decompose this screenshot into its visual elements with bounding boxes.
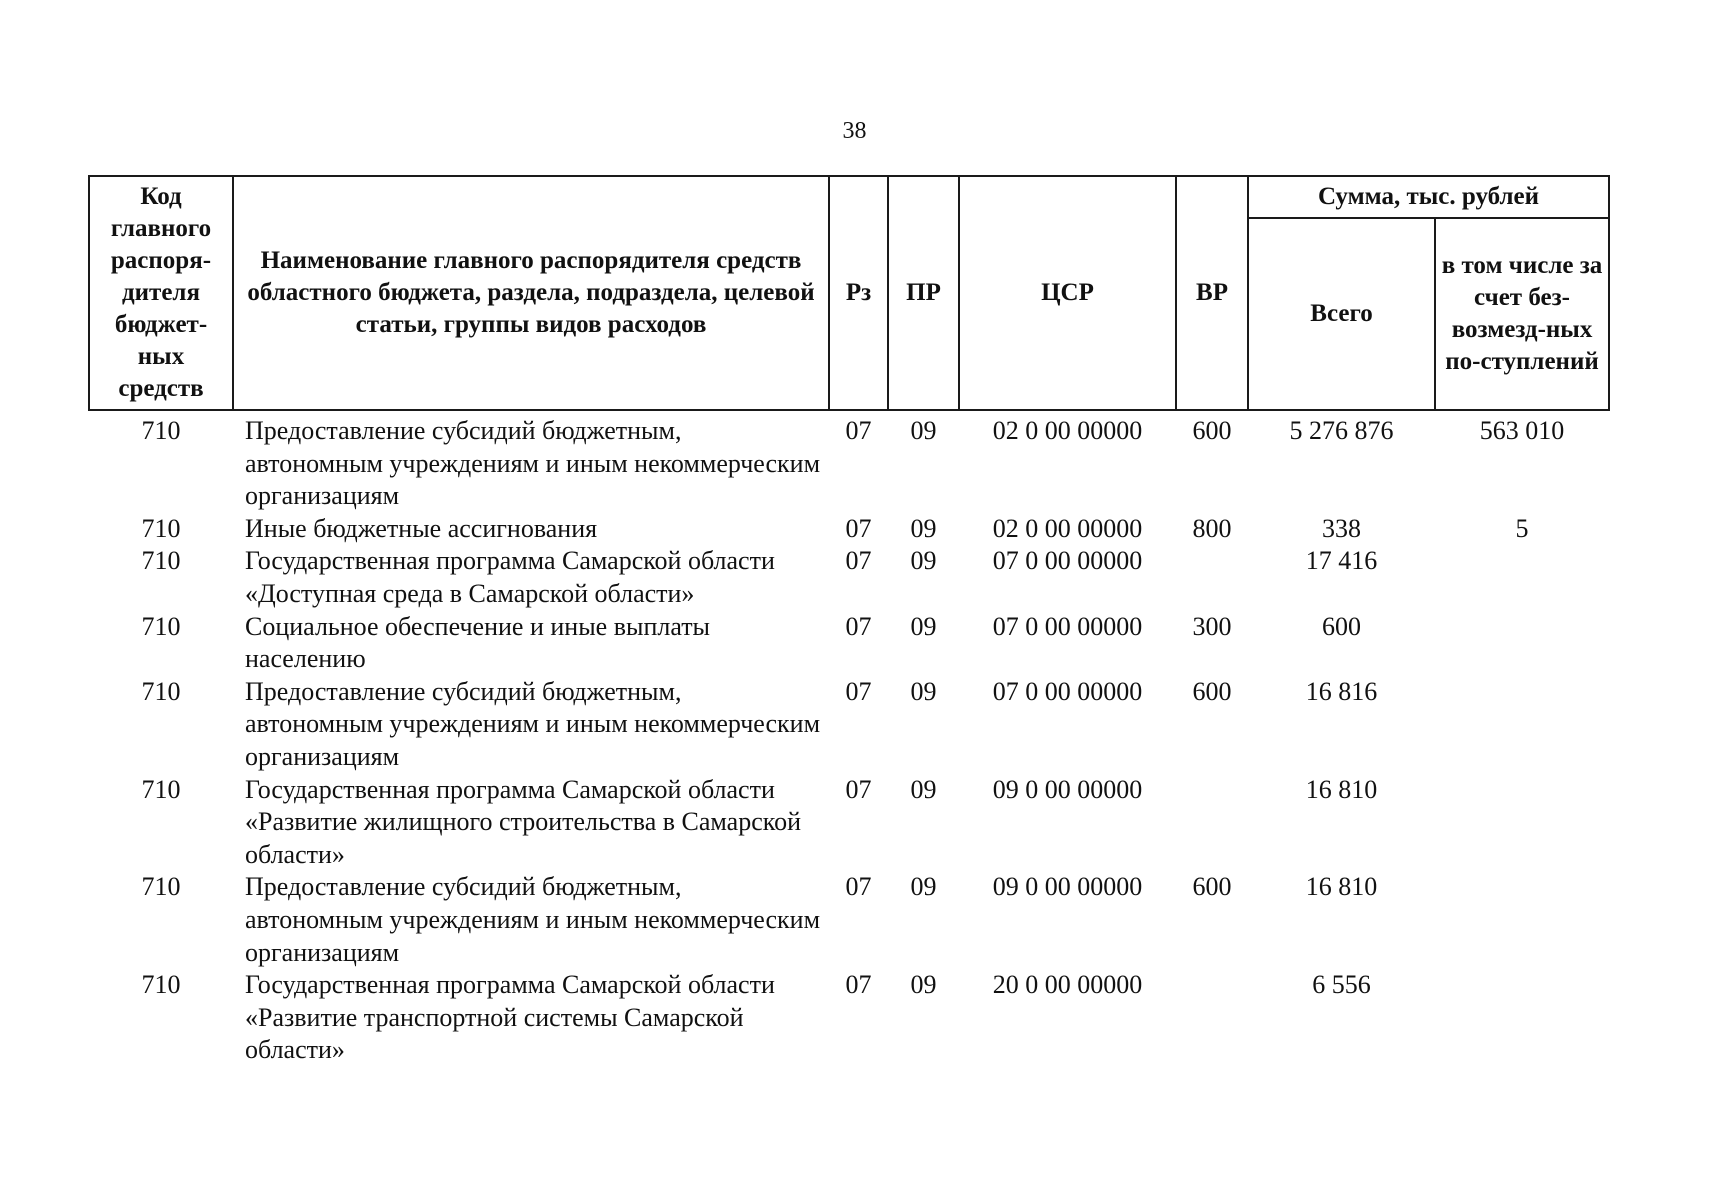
table-row bbox=[89, 513, 1609, 546]
cell-name: Предоставление субсидий бюджетным, автономным учреждениям и иным некоммерческим организациям bbox=[245, 676, 821, 771]
cell-pr: 09 bbox=[910, 513, 937, 543]
cell-vr: 600 bbox=[1192, 872, 1232, 902]
cell-csr: 09 0 00 00000 bbox=[992, 774, 1143, 804]
cell-code: 710 bbox=[141, 872, 181, 902]
cell-rz: 07 bbox=[845, 611, 872, 641]
table-row bbox=[89, 611, 1609, 676]
cell-rz: 07 bbox=[845, 774, 872, 804]
cell-incl bbox=[1435, 611, 1609, 676]
table-row bbox=[89, 774, 1609, 872]
cell-pr: 09 bbox=[910, 676, 937, 706]
cell-vr bbox=[1176, 774, 1248, 872]
table-row bbox=[89, 969, 1609, 1067]
cell-csr: 02 0 00 00000 bbox=[992, 416, 1143, 445]
cell-total: 338 bbox=[1322, 513, 1361, 543]
budget-table bbox=[88, 175, 1610, 1067]
cell-name: Государственная программа Самарской области «Развитие транспортной системы Самарской области» bbox=[245, 970, 775, 1065]
header-name: Наименование главного распорядителя средств областного бюджета, раздела, подраздела, целевой статьи, группы видов расходов bbox=[233, 176, 829, 410]
cell-rz: 07 bbox=[845, 513, 872, 543]
cell-total: 16 810 bbox=[1305, 872, 1378, 902]
cell-vr: 300 bbox=[1192, 611, 1232, 641]
cell-incl bbox=[1435, 871, 1609, 969]
table-row bbox=[89, 410, 1609, 513]
header-sum-group: Сумма, тыс. рублей bbox=[1248, 176, 1609, 218]
header-vr: ВР bbox=[1176, 176, 1248, 410]
cell-total: 17 416 bbox=[1305, 546, 1378, 576]
cell-incl: 563 010 bbox=[1479, 416, 1565, 445]
table-body bbox=[89, 410, 1609, 1067]
cell-pr: 09 bbox=[910, 611, 937, 641]
cell-csr: 07 0 00 00000 bbox=[992, 546, 1143, 576]
cell-vr: 600 bbox=[1192, 416, 1232, 445]
cell-vr: 800 bbox=[1192, 513, 1232, 543]
cell-pr: 09 bbox=[910, 970, 937, 1000]
cell-pr: 09 bbox=[910, 416, 937, 445]
header-total: Всего bbox=[1248, 218, 1435, 410]
cell-rz: 07 bbox=[845, 546, 872, 576]
cell-csr: 07 0 00 00000 bbox=[992, 611, 1143, 641]
cell-csr: 02 0 00 00000 bbox=[992, 513, 1143, 543]
cell-rz: 07 bbox=[845, 416, 872, 445]
cell-total: 6 556 bbox=[1312, 970, 1371, 1000]
cell-name: Предоставление субсидий бюджетным, автономным учреждениям и иным некоммерческим организациям bbox=[245, 416, 821, 511]
cell-code: 710 bbox=[141, 774, 181, 804]
table-row bbox=[89, 871, 1609, 969]
cell-vr bbox=[1176, 545, 1248, 610]
cell-rz: 07 bbox=[845, 676, 872, 706]
cell-pr: 09 bbox=[910, 872, 937, 902]
cell-vr bbox=[1176, 969, 1248, 1067]
cell-code: 710 bbox=[141, 513, 181, 543]
cell-code: 710 bbox=[141, 676, 181, 706]
cell-incl bbox=[1435, 969, 1609, 1067]
table-row bbox=[89, 676, 1609, 774]
cell-code: 710 bbox=[141, 611, 181, 641]
cell-csr: 07 0 00 00000 bbox=[992, 676, 1143, 706]
cell-incl bbox=[1435, 774, 1609, 872]
header-pr: ПР bbox=[888, 176, 959, 410]
header-incl: в том числе за счет без-возмезд-ных по-ступлений bbox=[1435, 218, 1609, 410]
cell-total: 16 810 bbox=[1305, 774, 1378, 804]
header-code: Код главного распоря-дителя бюджет-ных средств bbox=[89, 176, 233, 410]
cell-rz: 07 bbox=[845, 970, 872, 1000]
cell-total: 16 816 bbox=[1305, 676, 1378, 706]
cell-incl: 5 bbox=[1515, 513, 1529, 543]
cell-code: 710 bbox=[141, 970, 181, 1000]
cell-csr: 09 0 00 00000 bbox=[992, 872, 1143, 902]
cell-name: Государственная программа Самарской области «Развитие жилищного строительства в Самарской области» bbox=[245, 774, 801, 869]
table-header bbox=[89, 176, 1609, 410]
cell-total: 5 276 876 bbox=[1289, 416, 1394, 445]
table-row bbox=[89, 545, 1609, 610]
cell-name: Предоставление субсидий бюджетным, автономным учреждениям и иным некоммерческим организациям bbox=[245, 872, 821, 967]
cell-pr: 09 bbox=[910, 546, 937, 576]
cell-code: 710 bbox=[141, 416, 181, 445]
cell-rz: 07 bbox=[845, 872, 872, 902]
cell-name: Государственная программа Самарской области «Доступная среда в Самарской области» bbox=[245, 546, 775, 608]
cell-pr: 09 bbox=[910, 774, 937, 804]
header-csr: ЦСР bbox=[959, 176, 1176, 410]
cell-incl bbox=[1435, 676, 1609, 774]
cell-csr: 20 0 00 00000 bbox=[992, 970, 1143, 1000]
page-number: 38 bbox=[842, 118, 867, 144]
cell-total: 600 bbox=[1322, 611, 1361, 641]
cell-name: Социальное обеспечение и иные выплаты населению bbox=[245, 611, 711, 674]
header-rz: Рз bbox=[829, 176, 888, 410]
cell-name: Иные бюджетные ассигнования bbox=[245, 513, 598, 543]
cell-vr: 600 bbox=[1192, 676, 1232, 706]
cell-incl bbox=[1435, 545, 1609, 610]
cell-code: 710 bbox=[141, 546, 181, 576]
